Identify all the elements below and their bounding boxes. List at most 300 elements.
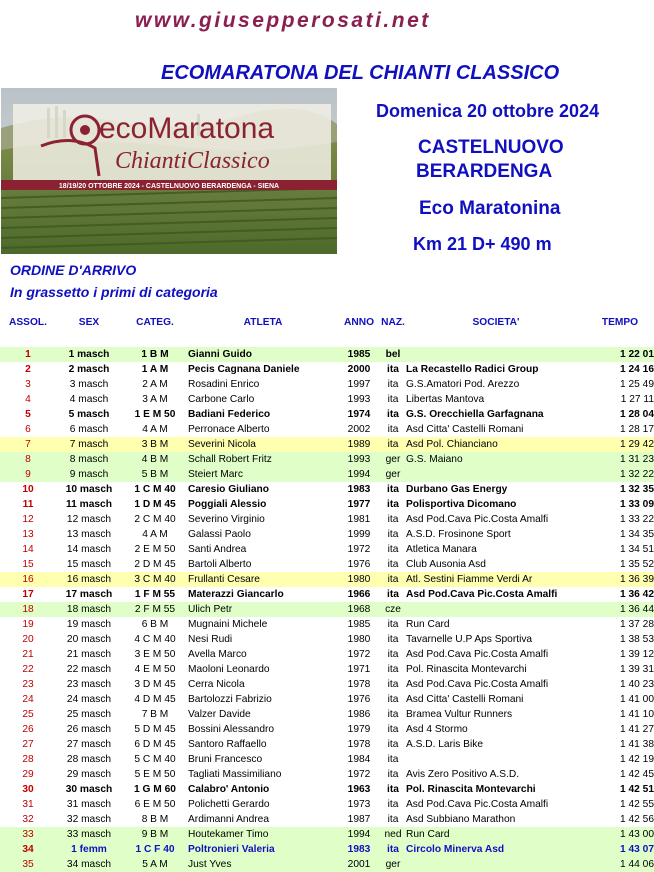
nationality-cell: ita bbox=[387, 484, 399, 495]
nationality-cell: ita bbox=[380, 842, 406, 857]
position-cell: 35 bbox=[0, 857, 56, 872]
position-cell: 18 bbox=[0, 602, 56, 617]
sex-rank-cell: 30 masch bbox=[65, 784, 113, 795]
category-cell: 5 D M 45 bbox=[134, 724, 176, 735]
nationality-cell: ita bbox=[387, 649, 399, 660]
category-cell: 3 C M 40 bbox=[122, 572, 188, 587]
header-naz: NAZ. bbox=[381, 316, 405, 328]
table-row bbox=[0, 407, 654, 422]
year-cell: 2002 bbox=[347, 424, 371, 435]
nationality-cell: ita bbox=[387, 619, 399, 630]
club-cell: A.S.D. Laris Bike bbox=[406, 739, 483, 750]
club-cell: Polisportiva Dicomano bbox=[406, 499, 517, 510]
year-cell: 1980 bbox=[338, 572, 380, 587]
time-cell: 1 44 06 bbox=[586, 857, 654, 872]
athlete-cell: Bartolozzi Fabrizio bbox=[188, 694, 272, 705]
year-cell: 1993 bbox=[347, 394, 371, 405]
sex-rank-cell: 22 masch bbox=[66, 664, 112, 675]
nationality-cell: ger bbox=[380, 467, 406, 482]
year-cell: 1972 bbox=[347, 544, 371, 555]
club-cell: Libertas Mantova bbox=[406, 394, 485, 405]
year-cell: 1993 bbox=[338, 452, 380, 467]
nationality-cell: cze bbox=[380, 602, 406, 617]
table-row bbox=[0, 377, 654, 392]
table-row bbox=[0, 812, 654, 827]
header-atleta: ATLETA bbox=[243, 316, 283, 328]
nationality-cell: ita bbox=[387, 394, 399, 405]
sex-rank-cell: 10 masch bbox=[65, 484, 113, 495]
table-row bbox=[0, 797, 654, 812]
header-anno: ANNO bbox=[344, 316, 374, 328]
athlete-cell: Maoloni Leonardo bbox=[188, 664, 270, 675]
athlete-cell: Bartoli Alberto bbox=[188, 559, 252, 570]
sex-rank-cell: 17 masch bbox=[65, 589, 113, 600]
nationality-cell: bel bbox=[380, 347, 406, 362]
race-distance: Km 21 D+ 490 m bbox=[413, 234, 552, 254]
position-cell: 12 bbox=[22, 514, 34, 525]
time-cell: 1 36 42 bbox=[620, 589, 654, 600]
time-cell: 1 36 39 bbox=[586, 572, 654, 587]
sex-rank-cell: 25 masch bbox=[66, 709, 112, 720]
year-cell: 1968 bbox=[338, 602, 380, 617]
year-cell: 1980 bbox=[347, 634, 371, 645]
time-cell: 1 42 55 bbox=[620, 799, 654, 810]
table-row bbox=[0, 572, 654, 587]
club-cell bbox=[406, 467, 586, 482]
athlete-cell: Just Yves bbox=[188, 857, 338, 872]
sex-rank-cell: 13 masch bbox=[66, 529, 112, 540]
sex-rank-cell: 18 masch bbox=[56, 602, 122, 617]
athlete-cell: Perronace Alberto bbox=[188, 424, 270, 435]
ordine-arrivo-label: ORDINE D'ARRIVO bbox=[10, 262, 137, 278]
banner-strip: 18/19/20 OTTOBRE 2024 - CASTELNUOVO BERARDENGA - SIENA bbox=[58, 183, 280, 190]
time-cell: 1 42 56 bbox=[620, 814, 654, 825]
year-cell: 2000 bbox=[347, 364, 371, 375]
sex-rank-cell: 24 masch bbox=[66, 694, 112, 705]
position-cell: 11 bbox=[22, 499, 34, 510]
nationality-cell: ita bbox=[380, 437, 406, 452]
year-cell: 1978 bbox=[347, 679, 371, 690]
nationality-cell: ger bbox=[380, 452, 406, 467]
sex-rank-cell: 2 masch bbox=[68, 364, 110, 375]
athlete-cell: Mugnaini Michele bbox=[188, 619, 268, 630]
time-cell: 1 34 35 bbox=[620, 529, 654, 540]
nationality-cell: ita bbox=[387, 784, 399, 795]
event-date: Domenica 20 ottobre 2024 bbox=[376, 101, 600, 121]
nationality-cell: ita bbox=[387, 514, 399, 525]
location-line-1: CASTELNUOVO bbox=[418, 137, 564, 158]
nationality-cell: ita bbox=[387, 694, 399, 705]
table-row bbox=[0, 782, 654, 797]
year-cell: 1972 bbox=[347, 769, 371, 780]
time-cell: 1 37 28 bbox=[620, 619, 654, 630]
athlete-cell: Steiert Marc bbox=[188, 467, 338, 482]
position-cell: 31 bbox=[22, 799, 34, 810]
club-cell: Atl. Sestini Fiamme Verdi Ar bbox=[406, 572, 586, 587]
sex-rank-cell: 21 masch bbox=[66, 649, 112, 660]
position-cell: 22 bbox=[22, 664, 34, 675]
athlete-cell: Calabro' Antonio bbox=[188, 784, 270, 795]
table-row bbox=[0, 557, 654, 572]
year-cell: 1972 bbox=[347, 649, 371, 660]
year-cell: 1989 bbox=[338, 437, 380, 452]
nationality-cell: ita bbox=[387, 799, 399, 810]
club-cell bbox=[406, 857, 586, 872]
time-cell: 1 24 16 bbox=[620, 364, 654, 375]
nationality-cell: ita bbox=[387, 364, 399, 375]
club-cell: Asd Pod.Cava Pic.Costa Amalfi bbox=[406, 514, 549, 525]
athlete-cell: Houtekamer Timo bbox=[188, 827, 338, 842]
sex-rank-cell: 34 masch bbox=[56, 857, 122, 872]
position-cell: 34 bbox=[0, 842, 56, 857]
year-cell: 1976 bbox=[347, 694, 371, 705]
year-cell: 1963 bbox=[347, 784, 371, 795]
sex-rank-cell: 6 masch bbox=[69, 424, 109, 435]
year-cell: 1985 bbox=[338, 347, 380, 362]
results-table bbox=[0, 312, 654, 872]
category-cell: 4 E M 50 bbox=[134, 664, 176, 675]
sex-rank-cell: 16 masch bbox=[56, 572, 122, 587]
club-cell: Pol. Rinascita Montevarchi bbox=[406, 784, 536, 795]
athlete-cell: Cerra Nicola bbox=[188, 679, 245, 690]
time-cell: 1 27 11 bbox=[620, 394, 654, 405]
header-sex: SEX bbox=[78, 316, 100, 328]
time-cell: 1 39 31 bbox=[620, 664, 654, 675]
year-cell: 1983 bbox=[338, 842, 380, 857]
athlete-cell: Bossini Alessandro bbox=[188, 724, 275, 735]
athlete-cell: Rosadini Enrico bbox=[188, 379, 260, 390]
year-cell: 1999 bbox=[347, 529, 371, 540]
nationality-cell: ita bbox=[387, 634, 399, 645]
time-cell: 1 31 23 bbox=[586, 452, 654, 467]
club-cell: La Recastello Radici Group bbox=[406, 364, 539, 375]
table-row bbox=[0, 707, 654, 722]
table-row bbox=[0, 737, 654, 752]
position-cell: 9 bbox=[0, 467, 56, 482]
category-cell: 5 B M bbox=[122, 467, 188, 482]
table-row bbox=[0, 527, 654, 542]
time-cell: 1 36 44 bbox=[586, 602, 654, 617]
sex-rank-cell: 1 masch bbox=[56, 347, 122, 362]
category-cell: 1 C M 40 bbox=[134, 484, 176, 495]
table-row bbox=[0, 617, 654, 632]
bold-note: In grassetto i primi di categoria bbox=[10, 284, 218, 300]
position-cell: 27 bbox=[22, 739, 34, 750]
sex-rank-cell: 20 masch bbox=[66, 634, 112, 645]
athlete-cell: Poggiali Alessio bbox=[188, 499, 267, 510]
club-cell: Asd Pol. Chianciano bbox=[406, 437, 586, 452]
header-societa: SOCIETA' bbox=[472, 316, 520, 328]
category-cell: 9 B M bbox=[122, 827, 188, 842]
time-cell: 1 41 38 bbox=[620, 739, 654, 750]
year-cell: 1997 bbox=[347, 379, 371, 390]
nationality-cell: ita bbox=[387, 724, 399, 735]
sex-rank-cell: 19 masch bbox=[66, 619, 112, 630]
sex-rank-cell: 8 masch bbox=[56, 452, 122, 467]
time-cell: 1 41 27 bbox=[620, 724, 654, 735]
category-cell: 3 D M 45 bbox=[134, 679, 176, 690]
position-cell: 32 bbox=[22, 814, 34, 825]
athlete-cell: Gianni Guido bbox=[188, 347, 338, 362]
time-cell: 1 40 23 bbox=[620, 679, 654, 690]
athlete-cell: Severini Nicola bbox=[188, 437, 338, 452]
time-cell: 1 32 22 bbox=[586, 467, 654, 482]
category-cell: 6 B M bbox=[141, 619, 169, 630]
time-cell: 1 33 22 bbox=[620, 514, 654, 525]
banner-logo-title: ecoMaratona bbox=[99, 112, 275, 145]
nationality-cell: ita bbox=[387, 754, 399, 765]
category-cell: 6 D M 45 bbox=[134, 739, 176, 750]
club-cell: Bramea Vultur Runners bbox=[406, 709, 513, 720]
time-cell: 1 42 51 bbox=[620, 784, 654, 795]
nationality-cell: ita bbox=[387, 559, 399, 570]
position-cell: 25 bbox=[22, 709, 34, 720]
sex-rank-cell: 26 masch bbox=[66, 724, 112, 735]
table-row bbox=[0, 497, 654, 512]
category-cell: 4 A M bbox=[142, 424, 168, 435]
location-line-2: BERARDENGA bbox=[416, 161, 553, 182]
club-cell bbox=[406, 347, 586, 362]
athlete-cell: Poltronieri Valeria bbox=[188, 842, 338, 857]
race-name: Eco Maratonina bbox=[419, 198, 561, 219]
athlete-cell: Santi Andrea bbox=[188, 544, 247, 555]
position-cell: 13 bbox=[22, 529, 34, 540]
club-cell: Tavarnelle U.P Aps Sportiva bbox=[406, 634, 533, 645]
nationality-cell: ita bbox=[387, 409, 399, 420]
club-cell: G.S.Amatori Pod. Arezzo bbox=[406, 379, 520, 390]
athlete-cell: Severino Virginio bbox=[188, 514, 265, 525]
time-cell: 1 42 45 bbox=[620, 769, 654, 780]
club-cell: Club Ausonia Asd bbox=[406, 559, 486, 570]
position-cell: 8 bbox=[0, 452, 56, 467]
position-cell: 19 bbox=[22, 619, 34, 630]
club-cell: Asd Citta' Castelli Romani bbox=[406, 424, 524, 435]
table-header-row bbox=[0, 312, 654, 332]
time-cell: 1 34 51 bbox=[620, 544, 654, 555]
table-row bbox=[0, 692, 654, 707]
nationality-cell: ita bbox=[387, 814, 399, 825]
table-row bbox=[0, 857, 654, 872]
table-row bbox=[0, 347, 654, 362]
club-cell: Run Card bbox=[406, 827, 586, 842]
club-cell: A.S.D. Frosinone Sport bbox=[406, 529, 511, 540]
time-cell: 1 28 04 bbox=[620, 409, 654, 420]
athlete-cell: Galassi Paolo bbox=[188, 529, 251, 540]
club-cell: G.S. Orecchiella Garfagnana bbox=[406, 409, 544, 420]
sex-rank-cell: 12 masch bbox=[66, 514, 112, 525]
nationality-cell: ita bbox=[380, 572, 406, 587]
athlete-cell: Materazzi Giancarlo bbox=[188, 589, 284, 600]
position-cell: 20 bbox=[22, 634, 34, 645]
category-cell: 1 A M bbox=[141, 364, 169, 375]
position-cell: 24 bbox=[22, 694, 34, 705]
position-cell: 21 bbox=[22, 649, 34, 660]
position-cell: 33 bbox=[0, 827, 56, 842]
time-cell: 1 28 17 bbox=[620, 424, 654, 435]
club-cell: Avis Zero Positivo A.S.D. bbox=[406, 769, 520, 780]
club-cell: Asd Pod.Cava Pic.Costa Amalfi bbox=[406, 799, 549, 810]
time-cell: 1 42 19 bbox=[620, 754, 654, 765]
category-cell: 7 B M bbox=[141, 709, 169, 720]
club-cell: Asd 4 Stormo bbox=[406, 724, 468, 735]
sex-rank-cell: 3 masch bbox=[69, 379, 109, 390]
nationality-cell: ned bbox=[380, 827, 406, 842]
sex-rank-cell: 7 masch bbox=[56, 437, 122, 452]
category-cell: 3 B M bbox=[122, 437, 188, 452]
position-cell: 1 bbox=[0, 347, 56, 362]
page-title: ECOMARATONA DEL CHIANTI CLASSICO bbox=[161, 62, 560, 84]
nationality-cell: ita bbox=[387, 739, 399, 750]
category-cell: 1 F M 55 bbox=[134, 589, 176, 600]
table-row bbox=[0, 512, 654, 527]
nationality-cell: ita bbox=[387, 499, 399, 510]
club-cell: Asd Pod.Cava Pic.Costa Amalfi bbox=[406, 649, 549, 660]
club-cell: G.S. Maiano bbox=[406, 452, 586, 467]
site-url[interactable]: www.giusepperosati.net bbox=[135, 9, 431, 32]
time-cell: 1 25 49 bbox=[620, 379, 654, 390]
year-cell: 1981 bbox=[347, 514, 371, 525]
category-cell: 4 D M 45 bbox=[134, 694, 176, 705]
nationality-cell: ita bbox=[387, 379, 399, 390]
athlete-cell: Frullanti Cesare bbox=[188, 572, 338, 587]
category-cell: 2 F M 55 bbox=[122, 602, 188, 617]
club-cell: Durbano Gas Energy bbox=[406, 484, 508, 495]
year-cell: 1971 bbox=[347, 664, 371, 675]
athlete-cell: Pecis Cagnana Daniele bbox=[188, 364, 300, 375]
position-cell: 14 bbox=[22, 544, 34, 555]
athlete-cell: Bruni Francesco bbox=[188, 754, 263, 765]
athlete-cell: Nesi Rudi bbox=[188, 634, 233, 645]
athlete-cell: Tagliati Massimiliano bbox=[188, 769, 282, 780]
category-cell: 2 E M 50 bbox=[134, 544, 176, 555]
sex-rank-cell: 5 masch bbox=[68, 409, 110, 420]
time-cell: 1 35 52 bbox=[620, 559, 654, 570]
header-assol: ASSOL. bbox=[9, 316, 47, 328]
category-cell: 3 A M bbox=[142, 394, 168, 405]
year-cell: 1979 bbox=[347, 724, 371, 735]
category-cell: 1 E M 50 bbox=[134, 409, 176, 420]
athlete-cell: Polichetti Gerardo bbox=[188, 799, 270, 810]
athlete-cell: Badiani Federico bbox=[188, 409, 271, 420]
position-cell: 10 bbox=[22, 484, 34, 495]
category-cell: 6 E M 50 bbox=[134, 799, 176, 810]
nationality-cell: ita bbox=[387, 424, 399, 435]
position-cell: 15 bbox=[22, 559, 34, 570]
sex-rank-cell: 33 masch bbox=[56, 827, 122, 842]
nationality-cell: ita bbox=[387, 769, 399, 780]
year-cell: 1973 bbox=[347, 799, 371, 810]
position-cell: 23 bbox=[22, 679, 34, 690]
time-cell: 1 32 35 bbox=[620, 484, 654, 495]
sex-rank-cell: 1 femm bbox=[56, 842, 122, 857]
sex-rank-cell: 15 masch bbox=[66, 559, 112, 570]
club-cell bbox=[406, 752, 586, 767]
table-row bbox=[0, 467, 654, 482]
club-cell: Atletica Manara bbox=[406, 544, 477, 555]
sex-rank-cell: 32 masch bbox=[66, 814, 112, 825]
athlete-cell: Ardimanni Andrea bbox=[188, 814, 269, 825]
position-cell: 3 bbox=[25, 379, 31, 390]
club-cell: Asd Citta' Castelli Romani bbox=[406, 694, 524, 705]
table-row bbox=[0, 842, 654, 857]
table-row bbox=[0, 632, 654, 647]
category-cell: 3 E M 50 bbox=[134, 649, 176, 660]
table-row bbox=[0, 587, 654, 602]
category-cell: 1 C F 40 bbox=[122, 842, 188, 857]
year-cell: 1974 bbox=[347, 409, 371, 420]
category-cell: 2 A M bbox=[142, 379, 168, 390]
category-cell: 8 B M bbox=[141, 814, 169, 825]
athlete-cell: Carbone Carlo bbox=[188, 394, 255, 405]
table-row bbox=[0, 392, 654, 407]
table-row bbox=[0, 422, 654, 437]
nationality-cell: ita bbox=[387, 679, 399, 690]
athlete-cell: Valzer Davide bbox=[188, 709, 251, 720]
category-cell: 4 A M bbox=[142, 529, 168, 540]
year-cell: 1985 bbox=[347, 619, 371, 630]
time-cell: 1 38 53 bbox=[620, 634, 654, 645]
sex-rank-cell: 9 masch bbox=[56, 467, 122, 482]
table-row bbox=[0, 542, 654, 557]
time-cell: 1 41 10 bbox=[620, 709, 654, 720]
position-cell: 2 bbox=[25, 364, 31, 375]
table-row bbox=[0, 767, 654, 782]
time-cell: 1 29 42 bbox=[586, 437, 654, 452]
position-cell: 17 bbox=[22, 589, 34, 600]
time-cell: 1 43 07 bbox=[586, 842, 654, 857]
year-cell: 1983 bbox=[347, 484, 371, 495]
year-cell: 1984 bbox=[347, 754, 371, 765]
position-cell: 29 bbox=[22, 769, 34, 780]
nationality-cell: ita bbox=[387, 529, 399, 540]
position-cell: 6 bbox=[25, 424, 31, 435]
time-cell: 1 41 00 bbox=[620, 694, 654, 705]
category-cell: 5 C M 40 bbox=[134, 754, 176, 765]
year-cell: 1978 bbox=[347, 739, 371, 750]
category-cell: 1 B M bbox=[122, 347, 188, 362]
club-cell: Asd Pod.Cava Pic.Costa Amalfi bbox=[406, 679, 549, 690]
club-cell: Asd Subbiano Marathon bbox=[406, 814, 516, 825]
club-cell: Run Card bbox=[406, 619, 450, 630]
table-row bbox=[0, 437, 654, 452]
club-cell: Pol. Rinascita Montevarchi bbox=[406, 664, 527, 675]
position-cell: 30 bbox=[22, 784, 34, 795]
club-cell: Asd Pod.Cava Pic.Costa Amalfi bbox=[406, 589, 558, 600]
table-row bbox=[0, 482, 654, 497]
category-cell: 2 D M 45 bbox=[134, 559, 176, 570]
position-cell: 4 bbox=[25, 394, 31, 405]
athlete-cell: Schall Robert Fritz bbox=[188, 452, 338, 467]
category-cell: 4 C M 40 bbox=[134, 634, 176, 645]
table-row bbox=[0, 677, 654, 692]
athlete-cell: Ulich Petr bbox=[188, 602, 338, 617]
table-row bbox=[0, 647, 654, 662]
nationality-cell: ita bbox=[387, 709, 399, 720]
year-cell: 1994 bbox=[338, 467, 380, 482]
category-cell: 1 G M 60 bbox=[134, 784, 176, 795]
time-cell: 1 33 09 bbox=[620, 499, 654, 510]
table-row bbox=[0, 722, 654, 737]
table-row bbox=[0, 662, 654, 677]
time-cell: 1 39 12 bbox=[620, 649, 654, 660]
sex-rank-cell: 4 masch bbox=[69, 394, 109, 405]
year-cell: 1966 bbox=[347, 589, 371, 600]
position-cell: 7 bbox=[0, 437, 56, 452]
sex-rank-cell: 27 masch bbox=[66, 739, 112, 750]
category-cell: 2 C M 40 bbox=[134, 514, 176, 525]
sex-rank-cell: 29 masch bbox=[66, 769, 112, 780]
athlete-cell: Avella Marco bbox=[188, 649, 247, 660]
